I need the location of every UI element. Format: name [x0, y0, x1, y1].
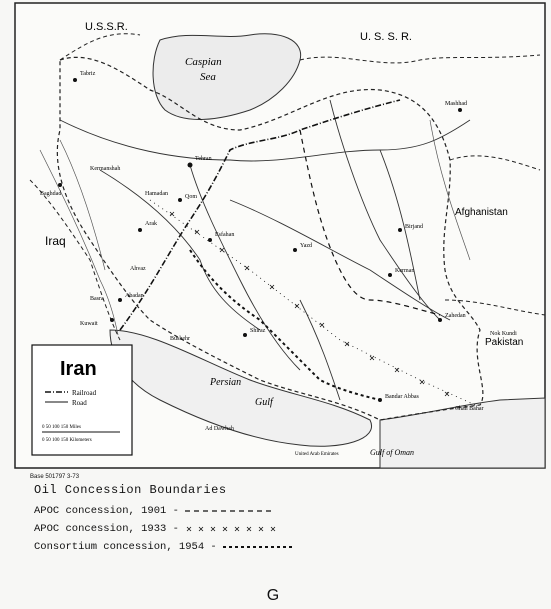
page-stamp: G [266, 587, 280, 604]
label-doha: Ad Dawhah [205, 426, 234, 432]
inset-scale-mi: 0 50 100 150 Miles [42, 425, 81, 430]
label-hamadan: Hamadan [145, 191, 168, 197]
label-mashhad: Mashhad [445, 101, 467, 107]
label-kuwait: Kuwait [80, 321, 98, 327]
label-iraq: Iraq [45, 234, 66, 248]
legend-item-consortium-1954 [34, 541, 293, 553]
label-chah-bahar: Chah Bahar [455, 406, 484, 412]
label-basra: Basra [90, 296, 104, 302]
legend-title: Oil Concession Boundaries [34, 483, 227, 497]
label-gulf: Gulf [255, 397, 273, 408]
inset-road-label: Road [72, 399, 87, 407]
label-ussr-east: U. S. S. R. [360, 31, 412, 43]
label-persian: Persian [210, 377, 242, 388]
label-nokkundi: Nok Kundi [490, 331, 517, 337]
label-afghanistan: Afghanistan [455, 207, 508, 218]
legend-label: APOC concession, 1901 - [34, 505, 179, 517]
label-esfahan: Esfahan [215, 232, 235, 238]
inset-railroad-label: Railroad [72, 389, 97, 397]
label-bushehr: Bushehr [170, 336, 190, 342]
label-tabriz: Tabriz [80, 71, 96, 77]
label-shiraz: Shiraz [250, 328, 266, 334]
legend-swatch-dashed [185, 507, 275, 515]
label-gulf-oman: Gulf of Oman [370, 448, 414, 457]
label-caspian2: Sea [200, 71, 216, 83]
label-kerman: Kerman [395, 268, 415, 274]
label-uae: United Arab Emirates [295, 452, 339, 457]
label-baghdad: Baghdad [40, 191, 62, 197]
label-yazd: Yazd [300, 243, 313, 249]
label-qom: Qom [185, 194, 197, 200]
label-ahvaz: Ahvaz [130, 266, 146, 272]
inset-title: Iran [60, 358, 97, 380]
legend-item-apoc-1933 [34, 523, 285, 535]
label-kermanshah: Kermanshah [90, 166, 121, 172]
label-bandar-abbas: Bandar Abbas [385, 394, 419, 400]
label-arak: Arak [145, 221, 157, 227]
legend-swatch-bold-dashed [223, 543, 293, 551]
legend-swatch-crosses [185, 525, 285, 533]
label-caspian: Caspian [185, 56, 222, 68]
legend-label: Consortium concession, 1954 - [34, 541, 217, 553]
base-note: Base 501797 3-73 [30, 474, 80, 480]
label-zahedan: Zahedan [445, 313, 466, 319]
label-ussr-west: U.S.S.R. [85, 21, 128, 33]
legend-item-apoc-1901 [34, 505, 275, 517]
label-abadan: Abadan [125, 293, 144, 299]
label-tehran: Tehran [195, 156, 212, 162]
legend-label: APOC concession, 1933 - [34, 523, 179, 535]
label-pakistan: Pakistan [485, 337, 524, 348]
label-birjand: Birjand [405, 224, 423, 230]
inset-scale-km: 0 50 100 150 Kilometers [42, 438, 92, 443]
